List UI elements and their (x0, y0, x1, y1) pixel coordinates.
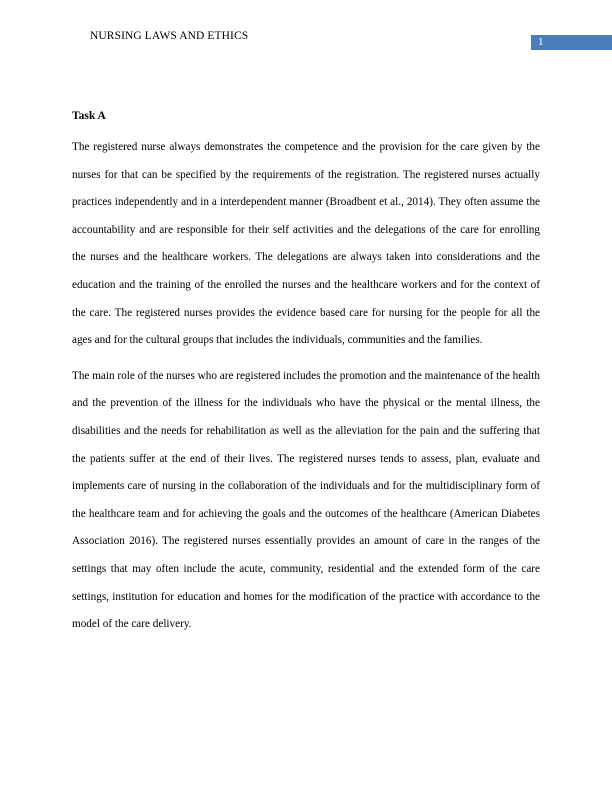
paragraph-2: The main role of the nurses who are registered includes the promotion and the maintenance of the health and the prevention of the illness for the individuals who have the physical or the mental illness, the disabilities and the needs for rehabilitation as well as the alleviation for the pain and the suffering that the patients suffer at the end of their lives. The registered nurses tends to assess, plan, evaluate and implements care of nursing in the collaboration of the individuals and for the multidisciplinary form of the healthcare team and for achieving the goals and the outcomes of the healthcare (American Diabetes Association 2016). The registered nurses essentially provides an amount of care in the ranges of the settings that may often include the acute, community, residential and the extended form of the care settings, institution for education and homes for the modification of the practice with accordance to the model of the care delivery. (72, 369, 540, 631)
running-head: NURSING LAWS AND ETHICS (90, 30, 249, 42)
section-heading: Task A (72, 110, 106, 122)
page-number: 1 (531, 35, 612, 50)
document-body (72, 106, 540, 647)
paragraph-1: The registered nurse always demonstrates the competence and the provision for the care given by the nurses for that can be specified by the requirements of the registration. The registered nurses actually practices independently and in a interdependent manner (Broadbent et al., 2014). They often assume the accountability and are responsible for their self activities and the delegations of the care for enrolling the nurses and the healthcare workers. The delegations are always taken into considerations and the education and the training of the enrolled the nurses and the healthcare workers and for the context of the care. The registered nurses provides the evidence based care for nursing for the people for all the ages and for the cultural groups that includes the individuals, communities and the families. (72, 141, 540, 347)
